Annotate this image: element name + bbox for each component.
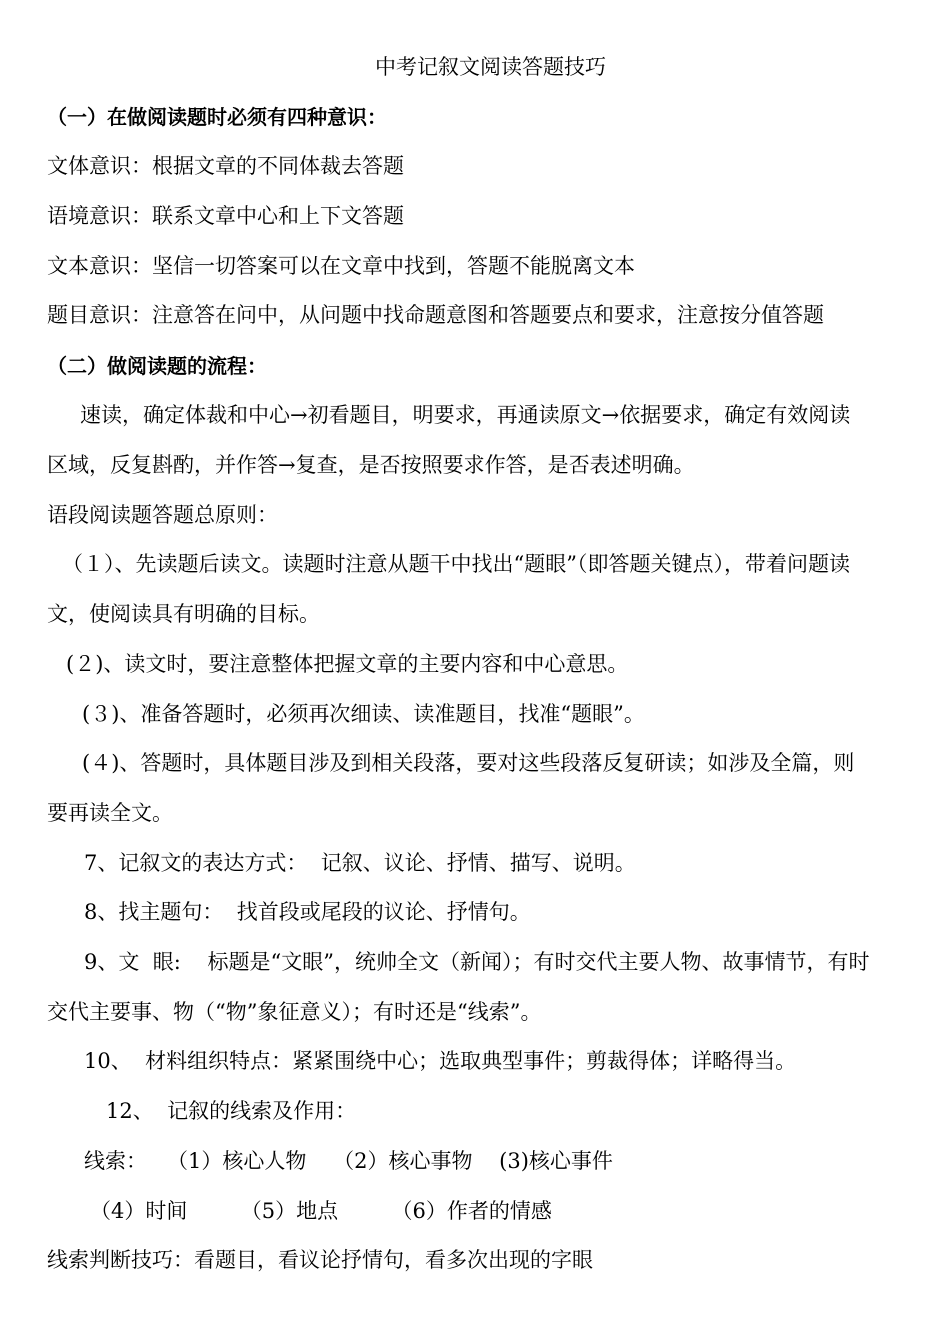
- awareness-item: 语境意识：联系文章中心和上下文答题: [47, 204, 404, 228]
- clue-types-line: 线索： （1）核心人物 （2）核心事物 (3)核心事件: [84, 1149, 613, 1173]
- point-7: 7、记叙文的表达方式： 记叙、议论、抒情、描写、说明。: [84, 851, 636, 875]
- principle-2: (２)、读文时，要注意整体把握文章的主要内容和中心意思。: [66, 652, 629, 676]
- point-10: 10、 材料组织特点：紧紧围绕中心；选取典型事件；剪裁得体；详略得当。: [84, 1049, 797, 1073]
- principle-1-line: 文，使阅读具有明确的目标。: [47, 602, 320, 626]
- principle-4-line: (４)、答题时，具体题目涉及到相关段落，要对这些段落反复研读；如涉及全篇，则: [82, 751, 855, 775]
- point-12: 12、 记叙的线索及作用：: [106, 1099, 357, 1123]
- flow-paragraph-line: 速读，确定体裁和中心→初看题目，明要求，再通读原文→依据要求，确定有效阅读: [80, 403, 851, 427]
- page-title: 中考记叙文阅读答题技巧: [375, 55, 606, 79]
- awareness-item: 文本意识：坚信一切答案可以在文章中找到，答题不能脱离文本: [47, 254, 635, 278]
- section-2-heading: （二）做阅读题的流程：: [47, 354, 267, 378]
- point-8: 8、找主题句： 找首段或尾段的议论、抒情句。: [84, 900, 531, 924]
- principle-3: (３)、准备答题时，必须再次细读、读准题目，找准“题眼”。: [82, 702, 645, 726]
- awareness-item: 文体意识：根据文章的不同体裁去答题: [47, 154, 404, 178]
- section-1-heading: （一）在做阅读题时必须有四种意识：: [47, 105, 387, 129]
- clue-judgement-tip: 线索判断技巧：看题目，看议论抒情句，看多次出现的字眼: [47, 1248, 593, 1272]
- flow-paragraph-line: 区域，反复斟酌，并作答→复查，是否按照要求作答，是否表述明确。: [47, 453, 695, 477]
- point-9-line: 交代主要事、物（“物”象征意义）；有时还是“线索”。: [47, 1000, 542, 1024]
- principle-1-line: （１）、先读题后读文。读题时注意从题干中找出“题眼”（即答题关键点），带着问题读: [62, 552, 850, 576]
- point-9-line: 9、文 眼: 标题是“文眼”，统帅全文（新闻）；有时交代主要人物、故事情节，有时: [84, 950, 870, 974]
- principles-heading: 语段阅读题答题总原则：: [47, 503, 278, 527]
- principle-4-line: 要再读全文。: [47, 801, 173, 825]
- awareness-item: 题目意识：注意答在问中，从问题中找命题意图和答题要点和要求，注意按分值答题: [47, 303, 824, 327]
- clue-types-line: （4）时间 （5）地点 （6）作者的情感: [90, 1199, 552, 1223]
